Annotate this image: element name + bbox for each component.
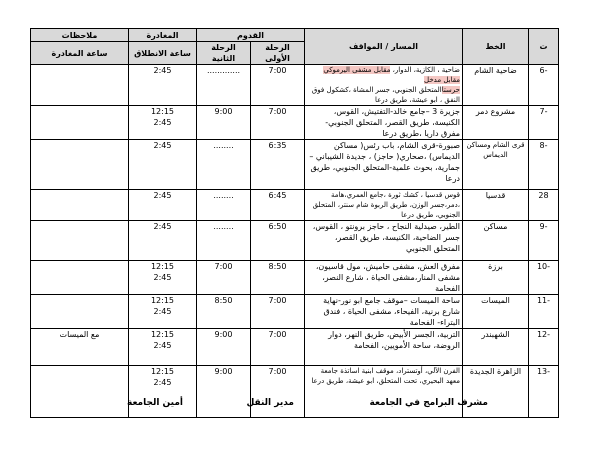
line-name: الزاهرة الجديدة: [463, 366, 529, 418]
note: [31, 190, 129, 221]
departure-value: 12:15: [150, 367, 175, 376]
table-row: [31, 190, 559, 221]
departure-value: 2:45: [153, 222, 172, 231]
note: [31, 65, 129, 106]
header-notes: ملاحظات: [31, 29, 129, 42]
departure-value: 12:15: [150, 330, 175, 339]
trip2-time: ........: [197, 221, 251, 261]
departure-value: 2:45: [153, 341, 172, 350]
row-num: 28: [529, 190, 559, 221]
note: [31, 261, 129, 295]
signature-university-secretary: أمين الجامعة: [126, 398, 183, 408]
row-num: -11: [529, 295, 559, 329]
note: [31, 140, 129, 190]
route-part: المتحلق الجنوبي، جسر المشاة ،كشكول فوق النفق ، ابو عيشة، طريق درعا: [311, 86, 460, 104]
line-name: مساكن: [463, 221, 529, 261]
signature-footer: [30, 398, 558, 412]
departure-time: [129, 106, 197, 140]
departure-time: [129, 65, 197, 106]
note: [31, 221, 129, 261]
departure-time: [129, 190, 197, 221]
row-num: -6: [529, 65, 559, 106]
row-num: -8: [529, 140, 559, 190]
departure-value: 12:15: [150, 107, 175, 116]
line-name: مشروع دمر: [463, 106, 529, 140]
header-notes-sub: ساعة المغادرة: [31, 42, 129, 65]
trip1-time: 6:45: [251, 190, 305, 221]
departure-value: 12:15: [150, 296, 175, 305]
header-departure-time: ساعة الانطلاق: [129, 42, 197, 65]
departure-time: [129, 221, 197, 261]
trip2-time: 9:00: [197, 366, 251, 418]
note: مع الميسات: [31, 329, 129, 366]
route-text: قوس قدسيا ، كشك ثورة ،جامع العمري،هامة ،دمر،جسر الوزن، طريق الربوة شام سنتر، المتحلق الجنوبي، طريق درعا: [305, 190, 463, 221]
trip2-time: 8:50: [197, 295, 251, 329]
row-num: -9: [529, 221, 559, 261]
row-num: -12: [529, 329, 559, 366]
route-text: التربية، الجسر الأبيض، طريق النهر، دوار الروضة، ساحة الأمويين، الفحامة: [305, 329, 463, 366]
departure-time: [129, 329, 197, 366]
route-text: [305, 65, 463, 106]
header-row: [31, 29, 559, 42]
trip2-time: .............: [197, 65, 251, 106]
trip1-time: 6:50: [251, 221, 305, 261]
header-route: المسار / المواقف: [305, 29, 463, 65]
signature-program-supervisor: مشرف البرامج في الجامعة: [369, 398, 488, 408]
trip2-time: ........: [197, 140, 251, 190]
line-name: قرى الشام ومساكن الديماس: [463, 140, 529, 190]
route-part: ضاحية ، الكازية، الدوار،: [390, 66, 460, 74]
trip1-time: 7:00: [251, 106, 305, 140]
table-row: [31, 221, 559, 261]
trip1-time: 8:50: [251, 261, 305, 295]
trip1-time: 7:00: [251, 329, 305, 366]
trip1-time: 7:00: [251, 65, 305, 106]
line-name: برزة: [463, 261, 529, 295]
table-row: [31, 65, 559, 106]
trip1-time: 7:00: [251, 295, 305, 329]
trip1-time: 6:35: [251, 140, 305, 190]
route-highlight: مقابل مشفى اليرموكي مقابل مدخل: [323, 66, 460, 84]
signature-transport-director: مدير النقل: [246, 398, 294, 408]
header-line: الخط: [463, 29, 529, 65]
schedule-table: [30, 28, 559, 418]
row-num: -10: [529, 261, 559, 295]
table-row: [31, 295, 559, 329]
table-row: [31, 329, 559, 366]
departure-time: [129, 261, 197, 295]
table-row: [31, 261, 559, 295]
route-text: الفرن الآلي، أوتستراد، موقف ابنية اساتذة جامعة معهد البحيري، تحت المتحلق، ابو عيشة، طريق درعا: [305, 366, 463, 418]
row-num: -13: [529, 366, 559, 418]
trip2-time: 9:00: [197, 329, 251, 366]
header-departure: المغادرة: [129, 29, 197, 42]
departure-value: 2:45: [153, 141, 172, 150]
trip1-time: 7:00: [251, 366, 305, 418]
departure-value: 2:45: [153, 273, 172, 282]
trip2-time: 9:00: [197, 106, 251, 140]
departure-value: 2:45: [153, 378, 172, 387]
route-text: صبورة-قرى الشام، باب رئس( مساكن الديماس) ،صحاري( حاجز) ، جديدة الشيباني –جمارية، بحوث علمية-المتحلق الجنوبي، طريق درعا: [305, 140, 463, 190]
header-trip2: الرحلة الثانية: [197, 42, 251, 65]
departure-value: 2:45: [153, 118, 172, 127]
header-trip1: الرحلة الأولى: [251, 42, 305, 65]
header-num: ت: [529, 29, 559, 65]
note: [31, 106, 129, 140]
departure-value: 2:45: [153, 307, 172, 316]
departure-value: 12:15: [150, 262, 175, 271]
trip2-time: ........: [197, 190, 251, 221]
route-text: الطير، صيدلية النجاح ، حاجز برونتو ، القوس، جسر الضاحية، الكنيسة، طريق القصر، المتحلق الجنوبي: [305, 221, 463, 261]
table-row: [31, 106, 559, 140]
departure-time: [129, 140, 197, 190]
route-text: جزيرة 3 –جامع خالد-التفتيش، القوس، الكنيسة، طريق القصر، المتحلق الجنوبي-مفرق داريا ،طريق درعا: [305, 106, 463, 140]
table-row: [31, 140, 559, 190]
trip2-time: 7:00: [197, 261, 251, 295]
line-name: ضاحية الشام: [463, 65, 529, 106]
route-highlight: حرستا: [441, 86, 460, 94]
route-text: ساحة الميسات –موقف جامع ابو نور-نهاية شارع برنية، الفيحاء، مشفى الحياة ، فندق البتراء- الفحامة: [305, 295, 463, 329]
line-name: قدسيا: [463, 190, 529, 221]
note: [31, 295, 129, 329]
line-name: الشهبندر: [463, 329, 529, 366]
row-num: -7: [529, 106, 559, 140]
departure-time: [129, 295, 197, 329]
departure-value: 2:45: [153, 191, 172, 200]
departure-value: 2:45: [153, 66, 172, 75]
route-text: مفرق العش، مشفى حاميش، مول قاسيون، مشفى المنار،مشفى الحياة ، شارع النصر، الفحامة: [305, 261, 463, 295]
header-arrival: القدوم: [197, 29, 305, 42]
line-name: الميسات: [463, 295, 529, 329]
